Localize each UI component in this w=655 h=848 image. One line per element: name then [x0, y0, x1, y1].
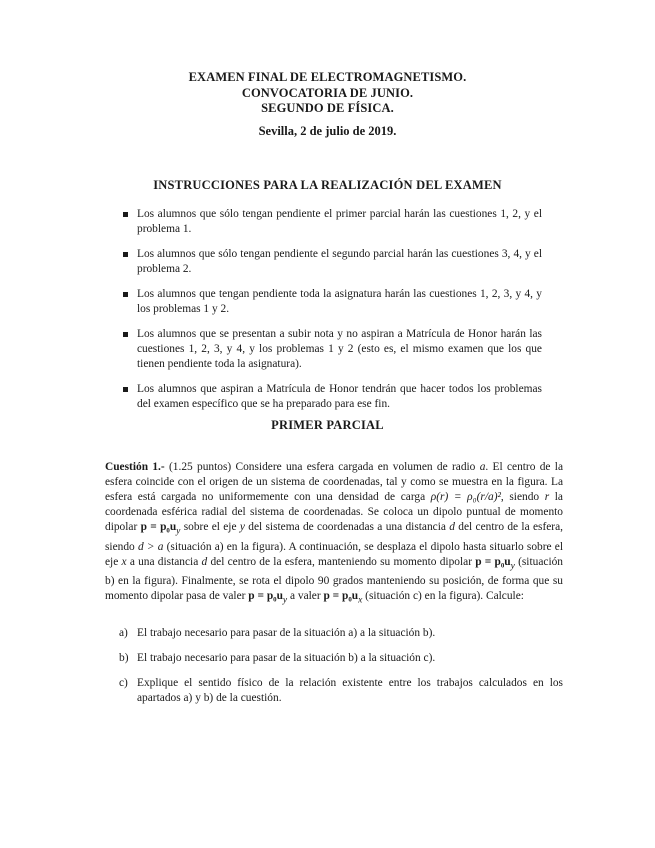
question-text: a valer: [287, 590, 324, 603]
bullet-icon: [123, 252, 128, 257]
list-item: [121, 247, 542, 277]
math-dipole: p = p₀u: [248, 590, 283, 603]
section-heading: PRIMER PARCIAL: [271, 418, 384, 432]
subitem-text: Explique el sentido físico de la relación existente entre los trabajos calculados en los apartados a) y b) de la cuestión.: [137, 677, 563, 704]
math-dipole: p = p₀u: [323, 590, 359, 603]
list-item: [119, 676, 563, 706]
instruction-text: Los alumnos que tengan pendiente toda la asignatura harán las cuestiones 1, 2, 3, y 4, y los problemas 1 y 2.: [137, 288, 542, 315]
math-sub: x: [358, 595, 363, 606]
math-dipole: p = p₀u: [475, 555, 511, 568]
exam-session: CONVOCATORIA DE JUNIO.: [241, 85, 414, 100]
subitem-label: a): [119, 627, 128, 639]
list-item: [121, 327, 542, 372]
math-density: ρ(r) = ρ₀(r/a)²: [430, 491, 501, 504]
subitem-text: El trabajo necesario para pasar de la situación a) a la situación b).: [137, 627, 436, 639]
question-text: a una distancia: [126, 555, 202, 568]
math-sub: y: [176, 526, 181, 537]
math-y: y: [239, 521, 245, 534]
instruction-text: Los alumnos que sólo tengan pendiente el primer parcial harán las cuestiones 1, 2, y el problema 1.: [137, 208, 542, 235]
math-sub: y: [282, 595, 288, 606]
exam-course: SEGUNDO DE FÍSICA.: [261, 101, 394, 115]
math-dipole: p = p₀u: [140, 521, 177, 534]
exam-header: [0, 70, 655, 139]
list-item: [121, 287, 542, 317]
question-1: [105, 460, 563, 609]
math-r: r: [544, 491, 550, 504]
question-text: (situación a) en la figura). A continuación, se desplaza el dipolo hasta situarlo sobre el eje: [105, 540, 563, 568]
instruction-text: Los alumnos que se presentan a subir nota y no aspiran a Matrícula de Honor harán las cuestiones 1, 2, 3, y 4, y los problemas 1 y 2 (esto es, el mismo examen que los que tienen pendiente toda la asignatura).: [137, 328, 542, 370]
math-d: d: [201, 555, 208, 568]
instruction-text: Los alumnos que sólo tengan pendiente el segundo parcial harán las cuestiones 3, 4, y el problema 2.: [137, 248, 542, 275]
exam-title: EXAMEN FINAL DE ELECTROMAGNETISMO.: [188, 70, 467, 84]
question-text: (situación c) en la figura). Calcule:: [362, 590, 524, 603]
question-text: la coordenada esférica radial del sistema de coordenadas. Se coloca un dipolo puntual de momento dipolar: [105, 491, 563, 534]
math-d-gt-a: d > a: [137, 540, 164, 553]
math-d: d: [449, 521, 455, 534]
list-item: [121, 382, 542, 412]
subitem-label: c): [119, 677, 128, 689]
subitem-label: b): [119, 652, 129, 664]
instruction-text: Los alumnos que aspiran a Matrícula de Honor tendrán que hacer todos los problemas del examen específico que se ha preparado para ese fin.: [137, 383, 542, 410]
bullet-icon: [123, 212, 128, 217]
question-text: del centro de la esfera, manteniendo su momento dipolar: [207, 555, 476, 568]
instructions-heading: INSTRUCCIONES PARA LA REALIZACIÓN DEL EXAMEN: [153, 178, 502, 192]
question-text: del centro de la esfera, siendo: [105, 521, 563, 553]
question-text: del sistema de coordenadas a una distancia: [244, 521, 450, 534]
question-text: , siendo: [500, 491, 545, 504]
subitem-text: El trabajo necesario para pasar de la situación b) a la situación c).: [137, 652, 436, 664]
question-title: Cuestión 1.-: [105, 461, 165, 473]
question-text: . El centro de la esfera coincide con el origen de un sistema de coordenadas, tal y como se muestra en la figura. La esfera está cargada no uniformemente con una densidad de carga: [105, 461, 563, 504]
question-text: (situación b) en la figura). Finalmente, se rota el dipolo 90 grados manteniendo su posición, de forma que su momento dipolar pasa de valer: [105, 555, 563, 603]
bullet-icon: [123, 332, 128, 337]
math-a: a: [479, 461, 486, 473]
math-sub: y: [510, 561, 515, 572]
bullet-icon: [123, 387, 128, 392]
bullet-icon: [123, 292, 128, 297]
question-subitems: [119, 626, 563, 716]
list-item: [119, 626, 563, 641]
exam-date: Sevilla, 2 de julio de 2019.: [258, 123, 397, 138]
question-text: (1.25 puntos) Considere una esfera cargada en volumen de radio: [164, 461, 480, 473]
list-item: [119, 651, 563, 666]
instructions-list: [121, 207, 542, 422]
math-x: x: [121, 555, 127, 568]
question-text: sobre el eje: [180, 521, 240, 534]
list-item: [121, 207, 542, 237]
